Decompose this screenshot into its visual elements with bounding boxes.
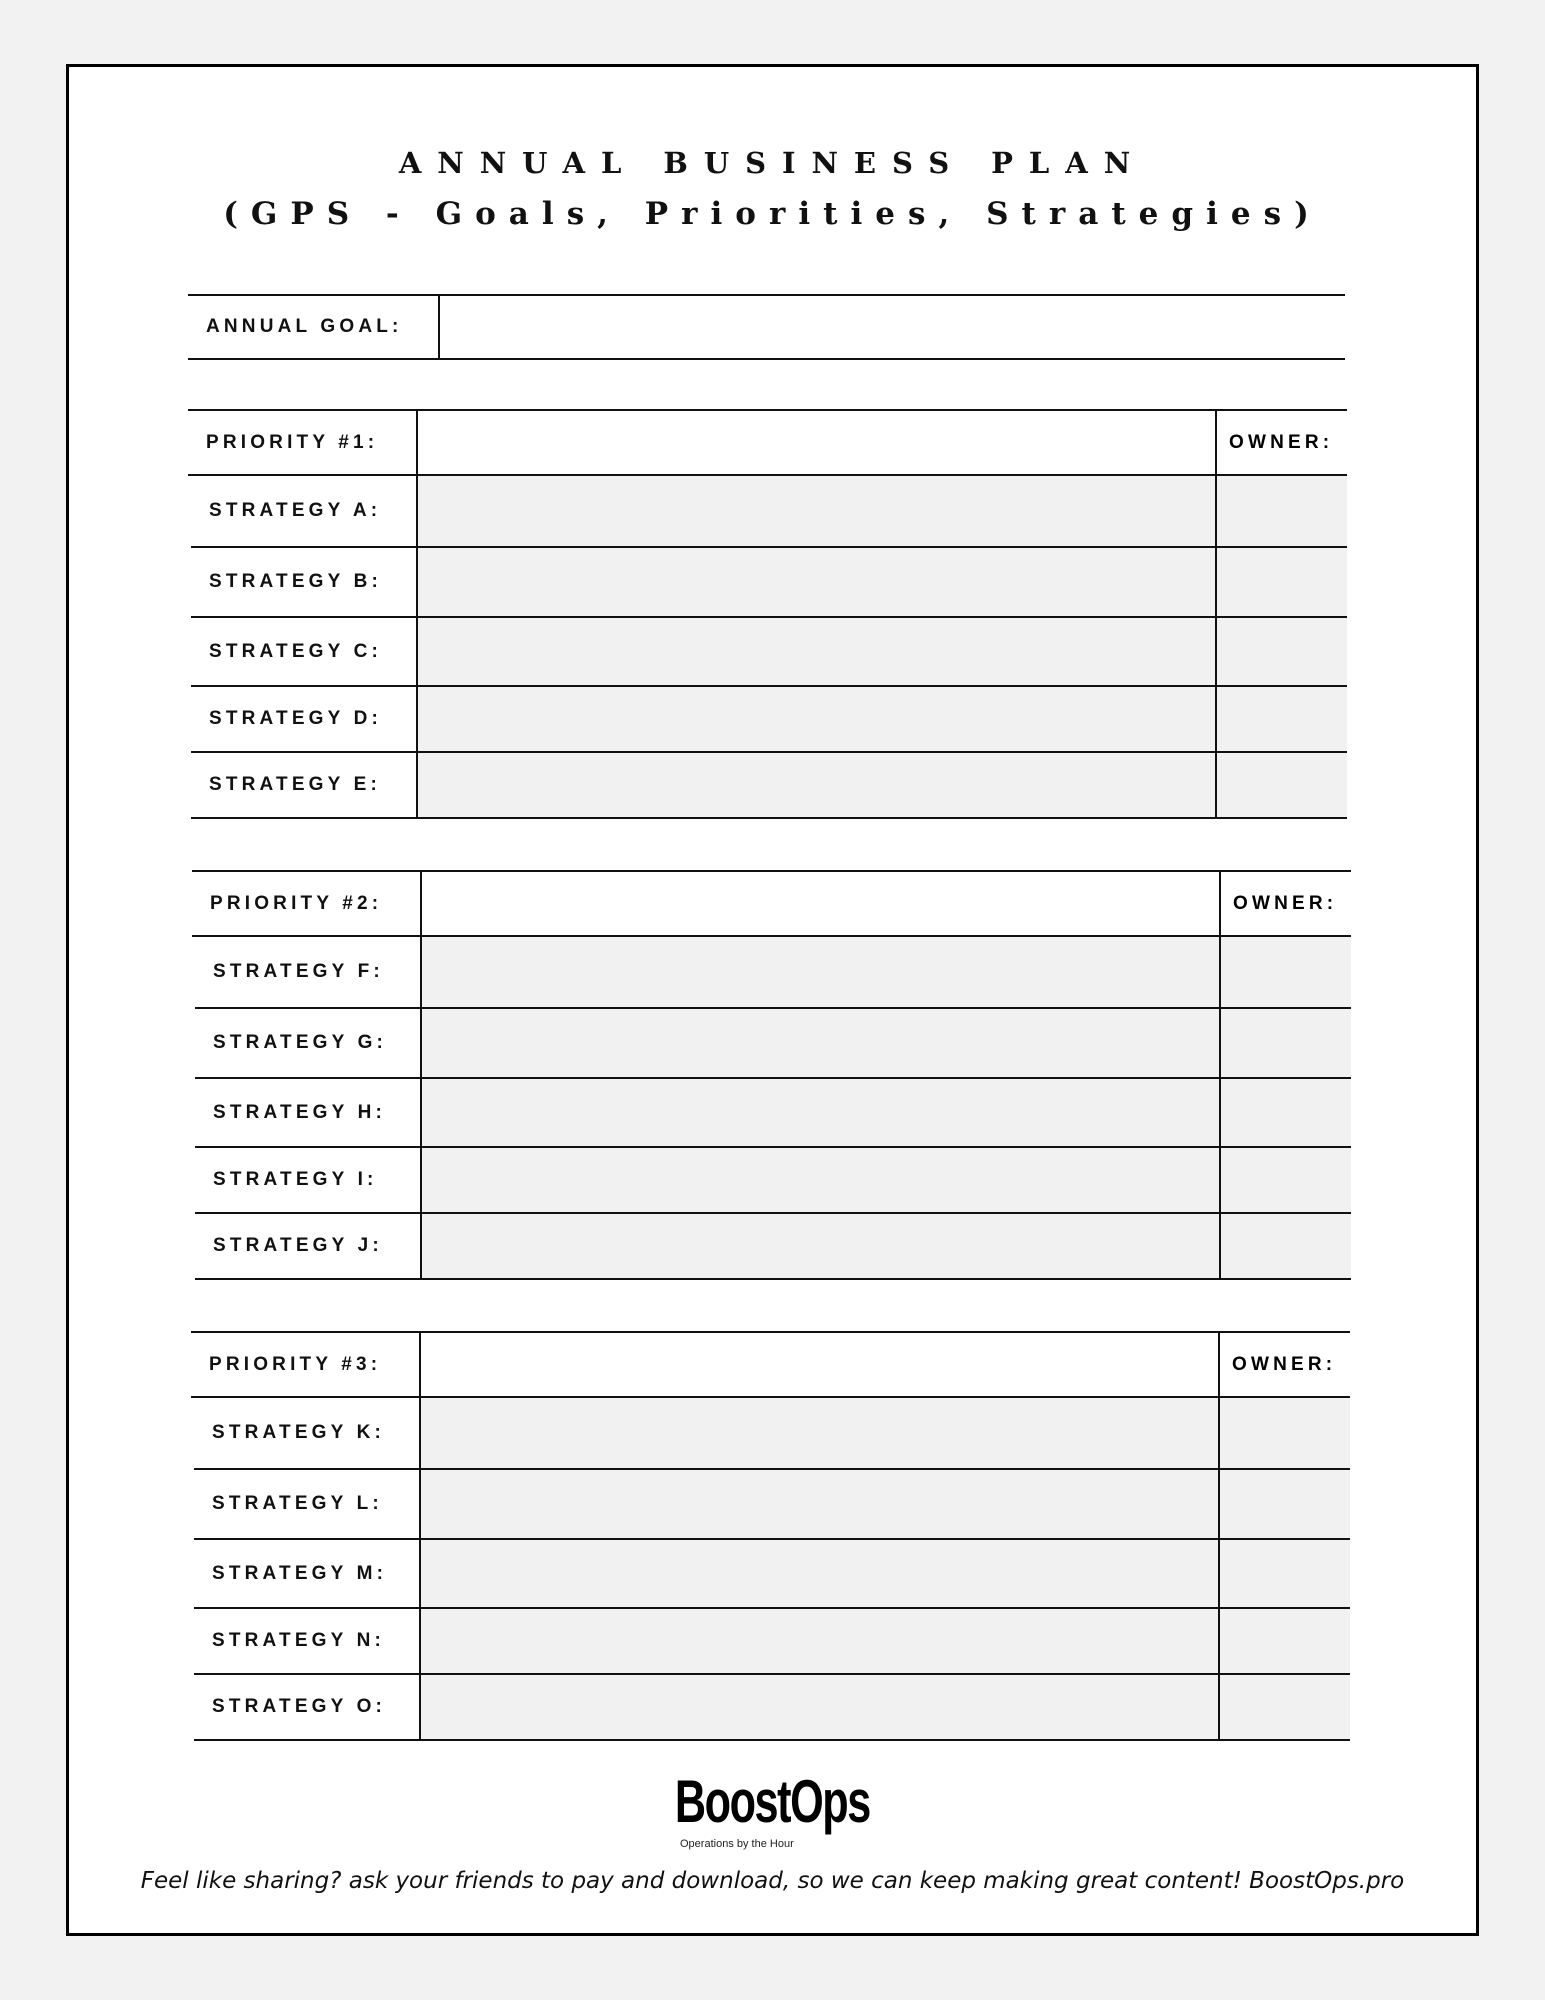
page-title: ANNUAL BUSINESS PLAN	[398, 146, 1147, 180]
strategy-label: STRATEGY M:	[194, 1540, 421, 1607]
strategy-field[interactable]	[418, 476, 1217, 546]
owner-field[interactable]	[1220, 1609, 1350, 1673]
priority-row	[191, 1331, 1350, 1398]
footer-note: Feel like sharing? ask your friends to pay and download, so we can keep making great content! BoostOps.pro	[140, 1868, 1405, 1894]
priority-field[interactable]	[422, 872, 1221, 935]
annual-goal-row	[188, 294, 1345, 360]
strategy-label: STRATEGY F:	[195, 937, 422, 1007]
strategy-label: STRATEGY H:	[195, 1079, 422, 1146]
owner-field[interactable]	[1221, 1214, 1351, 1278]
strategy-row	[195, 1009, 1351, 1079]
owner-label: OWNER:	[1221, 872, 1351, 935]
strategy-row	[191, 618, 1347, 687]
strategy-field[interactable]	[418, 548, 1217, 616]
strategy-field[interactable]	[421, 1398, 1220, 1468]
strategy-row	[195, 1079, 1351, 1148]
priority-3-section	[191, 1331, 1350, 1741]
priority-label: PRIORITY #3:	[191, 1333, 421, 1396]
strategy-row	[194, 1540, 1350, 1609]
boostops-logo	[0, 1768, 1545, 1850]
strategy-row	[194, 1398, 1350, 1470]
strategy-row	[194, 1470, 1350, 1540]
strategy-label: STRATEGY C:	[191, 618, 418, 685]
strategy-label: STRATEGY G:	[195, 1009, 422, 1077]
owner-field[interactable]	[1217, 548, 1347, 616]
strategy-label: STRATEGY B:	[191, 548, 418, 616]
owner-field[interactable]	[1217, 753, 1347, 817]
priority-row	[188, 409, 1347, 476]
strategy-field[interactable]	[418, 618, 1217, 685]
priority-2-section	[192, 870, 1351, 1280]
priority-field[interactable]	[418, 411, 1217, 474]
strategy-row	[195, 1214, 1351, 1280]
strategy-row	[191, 476, 1347, 548]
strategy-label: STRATEGY O:	[194, 1675, 421, 1739]
strategy-field[interactable]	[421, 1609, 1220, 1673]
strategy-row	[195, 1148, 1351, 1214]
priority-label: PRIORITY #1:	[188, 411, 418, 474]
priority-row	[192, 870, 1351, 937]
strategy-label: STRATEGY J:	[195, 1214, 422, 1278]
logo-tagline: Operations by the Hour	[680, 1838, 794, 1850]
priority-field[interactable]	[421, 1333, 1220, 1396]
strategy-label: STRATEGY N:	[194, 1609, 421, 1673]
strategy-field[interactable]	[421, 1470, 1220, 1538]
strategy-row	[195, 937, 1351, 1009]
owner-label: OWNER:	[1220, 1333, 1350, 1396]
strategy-row	[191, 687, 1347, 753]
owner-field[interactable]	[1221, 1148, 1351, 1212]
strategy-field[interactable]	[421, 1540, 1220, 1607]
strategy-field[interactable]	[422, 1009, 1221, 1077]
strategy-row	[191, 753, 1347, 819]
owner-field[interactable]	[1220, 1398, 1350, 1468]
priority-label: PRIORITY #2:	[192, 872, 422, 935]
strategy-field[interactable]	[422, 937, 1221, 1007]
strategy-row	[194, 1609, 1350, 1675]
owner-field[interactable]	[1217, 476, 1347, 546]
strategy-row	[194, 1675, 1350, 1741]
owner-field[interactable]	[1221, 1009, 1351, 1077]
strategy-label: STRATEGY A:	[191, 476, 418, 546]
annual-goal-section	[188, 294, 1345, 360]
strategy-field[interactable]	[418, 753, 1217, 817]
owner-field[interactable]	[1220, 1540, 1350, 1607]
owner-field[interactable]	[1217, 687, 1347, 751]
annual-goal-label: ANNUAL GOAL:	[188, 296, 440, 358]
strategy-field[interactable]	[422, 1079, 1221, 1146]
owner-field[interactable]	[1217, 618, 1347, 685]
strategy-row	[191, 548, 1347, 618]
logo-name: BoostOps	[675, 1768, 870, 1835]
strategy-label: STRATEGY K:	[194, 1398, 421, 1468]
strategy-field[interactable]	[421, 1675, 1220, 1739]
strategy-field[interactable]	[422, 1148, 1221, 1212]
strategy-field[interactable]	[418, 687, 1217, 751]
priority-1-section	[188, 409, 1347, 819]
strategy-label: STRATEGY E:	[191, 753, 418, 817]
page-subtitle: (GPS - Goals, Priorities, Strategies)	[223, 196, 1322, 232]
owner-field[interactable]	[1221, 1079, 1351, 1146]
strategy-label: STRATEGY D:	[191, 687, 418, 751]
strategy-field[interactable]	[422, 1214, 1221, 1278]
owner-field[interactable]	[1220, 1675, 1350, 1739]
owner-field[interactable]	[1221, 937, 1351, 1007]
annual-goal-field[interactable]	[440, 296, 1345, 358]
strategy-label: STRATEGY L:	[194, 1470, 421, 1538]
owner-label: OWNER:	[1217, 411, 1347, 474]
owner-field[interactable]	[1220, 1470, 1350, 1538]
strategy-label: STRATEGY I:	[195, 1148, 422, 1212]
